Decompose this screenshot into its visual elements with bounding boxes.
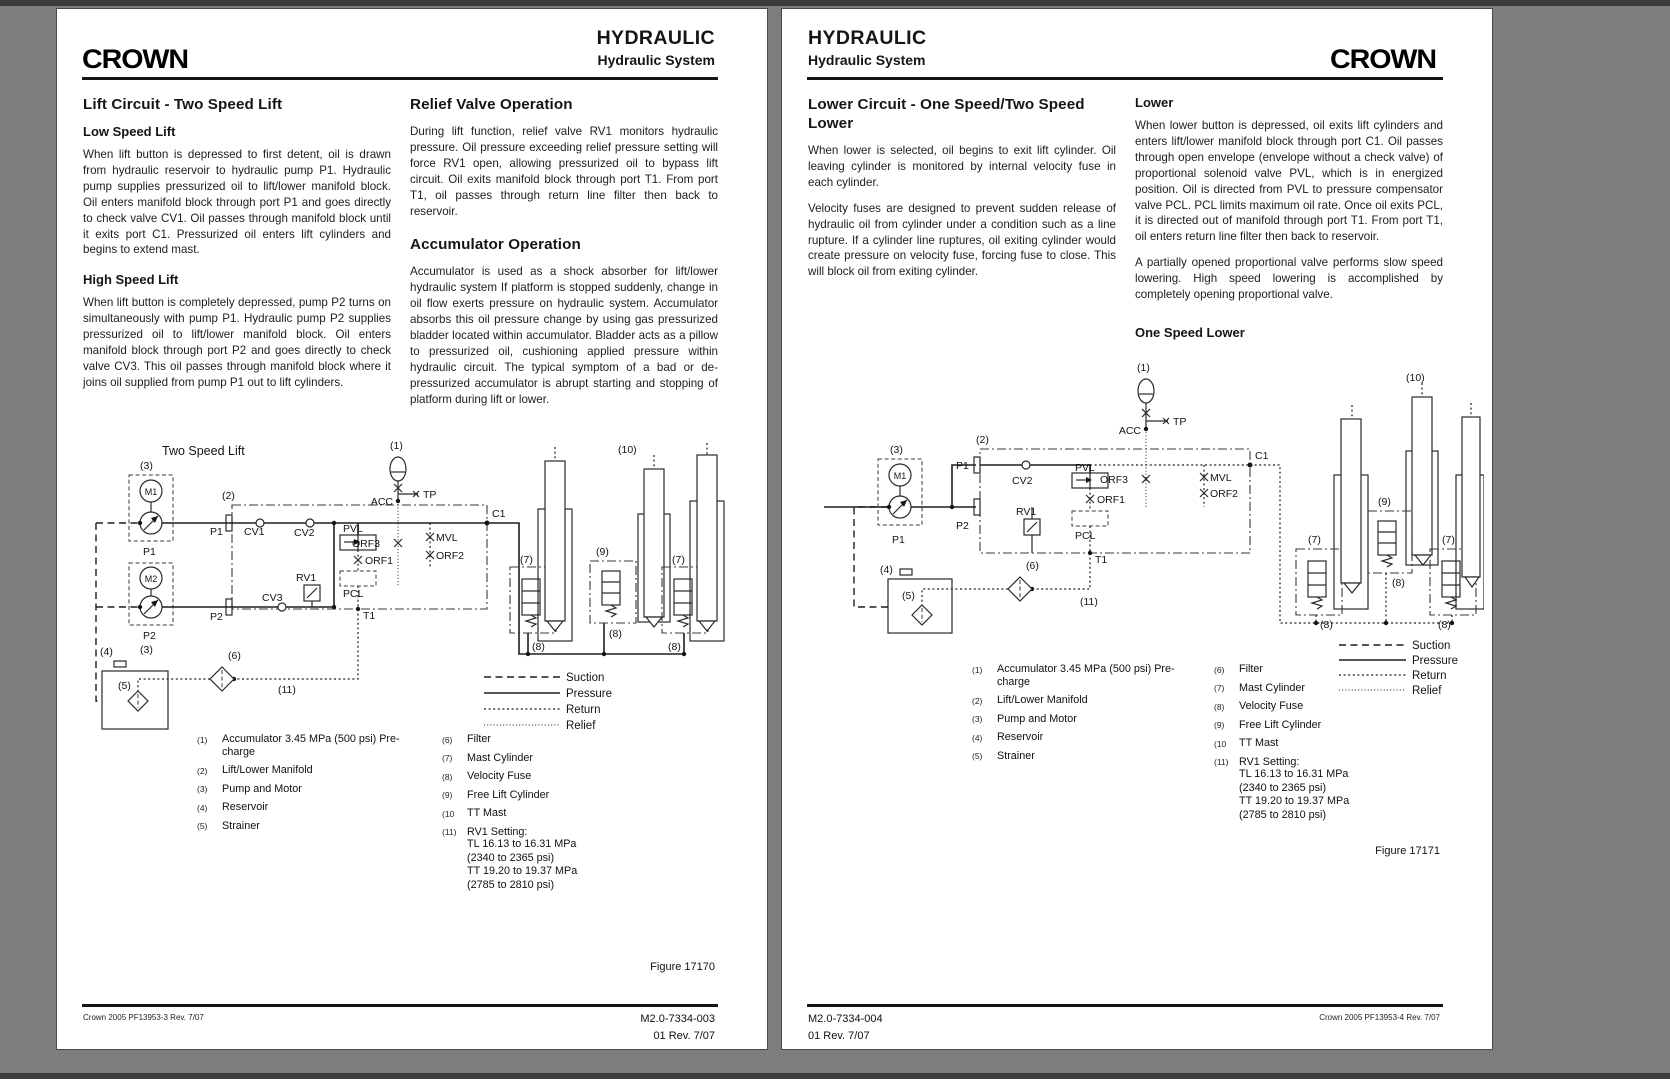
figure-caption: Figure 17171 — [1375, 845, 1440, 857]
pump-motor-symbol — [878, 459, 922, 525]
parts-list-col2 — [1214, 663, 1464, 828]
svg-text:RV1: RV1 — [1016, 506, 1037, 518]
orifice-orf3-symbol — [1142, 475, 1150, 483]
svg-text:PCL: PCL — [343, 588, 364, 600]
parts-item: (9) Free Lift Cylinder — [442, 788, 550, 801]
paragraph: When lower is selected, oil begins to exit lift cylinder. Oil leaving cylinder is monitored by internal velocity fuse in each cylinder. — [808, 144, 1116, 189]
velocity-fuse-symbol — [590, 561, 636, 623]
svg-text:MVL: MVL — [436, 532, 458, 544]
footer-print-code: Crown 2005 PF13953-4 Rev. 7/07 — [1319, 1013, 1440, 1022]
velocity-fuse-symbol — [1296, 549, 1342, 615]
footer-doc-number: M2.0-7334-004 01 Rev. 7/07 — [808, 1013, 883, 1042]
svg-text:P1: P1 — [210, 526, 223, 538]
svg-text:P1: P1 — [143, 546, 156, 558]
legend-relief: Relief — [1412, 685, 1442, 697]
parts-item: (3) Pump and Motor — [197, 782, 302, 795]
svg-text:(6): (6) — [228, 650, 241, 662]
subsection-heading: Low Speed Lift — [83, 124, 176, 139]
svg-text:ORF3: ORF3 — [352, 538, 381, 550]
legend-pressure: Pressure — [1412, 655, 1459, 667]
page-left — [56, 8, 768, 1050]
svg-text:MVL: MVL — [1210, 472, 1232, 484]
svg-text:(9): (9) — [1378, 496, 1391, 508]
svg-text:(5): (5) — [902, 590, 915, 602]
svg-text:(7): (7) — [1442, 534, 1455, 546]
right-column — [410, 95, 718, 418]
crown-logo — [82, 43, 192, 73]
svg-text:(8): (8) — [609, 628, 622, 640]
parts-item: (6) Filter — [1214, 663, 1263, 675]
parts-item: (10 TT Mast — [442, 807, 507, 819]
legend-return: Return — [1412, 670, 1447, 682]
svg-text:RV1: RV1 — [296, 572, 317, 584]
svg-text:(7): (7) — [520, 554, 533, 566]
two-speed-lift-diagram — [82, 439, 742, 739]
pump-motor-1-symbol — [129, 475, 173, 541]
svg-text:ACC: ACC — [1118, 425, 1141, 437]
footer-doc-number: M2.0-7334-003 01 Rev. 7/07 — [640, 1013, 715, 1042]
svg-text:P2: P2 — [143, 630, 156, 642]
orifice-orf2-symbol — [1200, 489, 1208, 497]
mast-cylinder — [538, 447, 572, 641]
svg-text:M2: M2 — [144, 574, 158, 584]
svg-text:(7): (7) — [1308, 534, 1321, 546]
header-title: HYDRAULIC — [596, 27, 715, 49]
svg-text:(8): (8) — [1438, 619, 1451, 631]
parts-item: (11) RV1 Setting: TL 16.13 to 16.31 MPa (2340 to 2365 psi) TT 19.20 to 19.37 MPa (2785 to 2810 psi) — [442, 825, 578, 891]
svg-text:(7): (7) — [672, 554, 685, 566]
svg-text:(6): (6) — [1026, 560, 1039, 572]
svg-text:(1): (1) — [1137, 362, 1150, 374]
header-subtitle: Hydraulic System — [597, 52, 715, 69]
svg-text:TP: TP — [423, 489, 437, 501]
line-legend — [484, 672, 612, 732]
svg-text:(2): (2) — [976, 434, 989, 446]
svg-text:M1: M1 — [144, 487, 158, 497]
valve-mvl-symbol — [426, 533, 434, 541]
svg-text:(3): (3) — [890, 444, 903, 456]
compensator-pcl-symbol — [1072, 511, 1108, 526]
parts-list-col2 — [442, 733, 692, 898]
parts-item: (5) Strainer — [197, 819, 260, 832]
page-right — [781, 8, 1493, 1050]
legend-return: Return — [566, 704, 601, 716]
filter-symbol — [210, 667, 234, 691]
svg-text:(3): (3) — [140, 460, 153, 472]
orifice-orf1-symbol — [354, 556, 362, 564]
paragraph: During lift function, relief valve RV1 monitors hydraulic pressure. Oil pressure exceeding relief pressure setting will force RV1 open, allowing pressurized oil to bypass lift circuit. Oil exits manifold block through port T1. From port T1, oil passes through return line filter then back to reservoir. — [410, 125, 718, 218]
legend-relief: Relief — [566, 720, 596, 732]
section-heading: Lift Circuit - Two Speed Lift — [83, 96, 283, 113]
parts-list-col1 — [197, 733, 432, 838]
crown-logo — [1330, 43, 1440, 73]
svg-text:C1: C1 — [1255, 450, 1269, 462]
filter-symbol — [1008, 577, 1032, 601]
crown-logo-text: CROWN — [1330, 44, 1436, 73]
paragraph: Accumulator is used as a shock absorber for lift/lower hydraulic system If platform is stopped suddenly, change in oil flow exerts pressure on hydraulic system. Accumulator absorbs this oil pressure change by using gas pressurized bladder located within accumulator. Bladder acts as a pillow to pressurized oil, cushioning applied pressure within hydraulic circuit. The typical symptom of a bad or de-pressurized accumulator is abrupt starting and stopping of platform during lift or lower. — [410, 265, 718, 406]
relief-valve-rv1-symbol — [304, 585, 320, 607]
svg-text:P2: P2 — [956, 520, 969, 532]
svg-text:(2): (2) — [222, 490, 235, 502]
parts-item: (8) Velocity Fuse — [442, 770, 532, 782]
one-speed-lower-diagram — [794, 357, 1484, 702]
pump-motor-2-symbol — [129, 563, 173, 625]
footer-print-code: Crown 2005 PF13953-3 Rev. 7/07 — [83, 1013, 204, 1022]
paragraph: When lower button is depressed, oil exits lift cylinders and enters lift/lower manifold block through port C1. Oil passes through open envelope (envelope without a check valve) of proportional solenoid valve PVL, which is in energized position. Oil is directed from PVL to pressure compensator valve PCL. PCL limits maximum oil rate. Once oil exits PCL, it is directed out of manifold through port T1. From port T1, oil enters return line filter then back to reservoir. — [1135, 119, 1443, 244]
svg-text:(11): (11) — [1080, 596, 1098, 608]
return-line — [138, 609, 358, 691]
section-heading: Lower Circuit - One Speed/Two Speed Lower — [808, 96, 1085, 132]
svg-text:ORF3: ORF3 — [1100, 474, 1129, 486]
svg-text:C1: C1 — [492, 508, 506, 520]
crown-logo-text: CROWN — [82, 44, 188, 73]
parts-item: (2) Lift/Lower Manifold — [197, 764, 313, 776]
svg-text:P1: P1 — [956, 460, 969, 472]
parts-item: (8) Velocity Fuse — [1214, 700, 1304, 712]
svg-text:(8): (8) — [668, 641, 681, 653]
svg-text:T1: T1 — [363, 610, 376, 622]
svg-text:(8): (8) — [1392, 577, 1405, 589]
header-subtitle: Hydraulic System — [808, 52, 926, 69]
svg-text:(11): (11) — [278, 684, 296, 696]
paragraph: When lift button is completely depressed, pump P2 turns on simultaneously with pump P1. Hydraulic pump P2 supplies pressurized oil to lift/lower manifold block. Oil enters manifold block through port P2 and goes directly to check valve CV3. This oil passes through manifold block where it joins oil supplied from pump P1 out to lift cylinders. — [83, 296, 391, 389]
svg-text:ACC: ACC — [370, 496, 393, 508]
header-rule — [807, 77, 1443, 80]
svg-text:ORF1: ORF1 — [1097, 494, 1126, 506]
compensator-pcl-symbol — [340, 571, 376, 586]
legend-suction: Suction — [566, 672, 605, 684]
test-port-symbol — [1146, 418, 1169, 424]
svg-text:M1: M1 — [893, 471, 907, 481]
paragraph: A partially opened proportional valve performs slow speed lowering. High speed lowering is accomplished by completely opening proportional valve. — [1135, 256, 1443, 302]
svg-text:(4): (4) — [880, 564, 893, 576]
parts-item: (1) Accumulator 3.45 MPa (500 psi) Pre-charge — [197, 733, 400, 758]
figure-caption: Figure 17170 — [650, 961, 715, 973]
svg-text:CV3: CV3 — [262, 592, 283, 604]
paragraph: Velocity fuses are designed to prevent sudden release of hydraulic oil from cylinder under a condition such as a line rupture. If a cylinder line ruptures, oil exiting cylinder would create pressure on velocity fuse, forcing fuse to close. This will block oil from exiting cylinder. — [808, 201, 1116, 279]
mast-cylinder — [1334, 405, 1368, 609]
orifice-orf1-symbol — [1086, 495, 1094, 503]
page-header — [808, 27, 926, 69]
svg-text:(5): (5) — [118, 680, 131, 692]
svg-text:(3): (3) — [140, 644, 153, 656]
page-header — [597, 27, 715, 69]
parts-item: (1) Accumulator 3.45 MPa (500 psi) Pre-charge — [972, 663, 1175, 688]
parts-item: (11) RV1 Setting: TL 16.13 to 16.31 MPa (2340 to 2365 psi) TT 19.20 to 19.37 MPa (2785 to 2810 psi) — [1214, 755, 1350, 821]
parts-item: (7) Mast Cylinder — [1214, 681, 1305, 694]
subsection-heading: One Speed Lower — [1135, 324, 1245, 340]
svg-text:(8): (8) — [532, 641, 545, 653]
free-lift-cylinder — [1406, 383, 1438, 565]
parts-item: (3) Pump and Motor — [972, 712, 1077, 725]
svg-text:CV1: CV1 — [244, 526, 265, 538]
footer-rule — [82, 1004, 718, 1007]
right-column — [1135, 95, 1443, 348]
section-heading: Relief Valve Operation — [410, 96, 573, 113]
parts-item: (2) Lift/Lower Manifold — [972, 694, 1088, 706]
header-title: HYDRAULIC — [808, 27, 927, 49]
left-column — [83, 95, 391, 401]
mast-cylinder — [690, 443, 724, 641]
paragraph: When lift button is depressed to first detent, oil is drawn from hydraulic reservoir to hydraulic pump P1. Hydraulic pump supplies pressurized oil to lift/lower manifold block. Oil enters manifold block through port P1 and goes directly to check valve CV1. Oil passes through manifold block until it exits port C1. Pressurized oil enters lift cylinders and begins to extend mast. — [83, 148, 391, 257]
parts-item: (9) Free Lift Cylinder — [1214, 718, 1322, 731]
suction-line — [854, 507, 889, 607]
svg-text:ORF2: ORF2 — [1210, 488, 1239, 500]
reservoir-symbol — [888, 569, 952, 633]
footer-rule — [807, 1004, 1443, 1007]
reservoir-symbol — [102, 661, 168, 729]
svg-text:TP: TP — [1173, 416, 1187, 428]
svg-text:(1): (1) — [390, 440, 403, 452]
subsection-heading: Lower — [1135, 95, 1174, 110]
svg-text:(10): (10) — [1406, 372, 1425, 384]
svg-text:ORF1: ORF1 — [365, 555, 394, 567]
parts-item: (10 TT Mast — [1214, 737, 1279, 749]
svg-text:P2: P2 — [210, 611, 223, 623]
parts-list-col1 — [972, 663, 1207, 768]
svg-text:(8): (8) — [1320, 619, 1333, 631]
svg-text:PCL: PCL — [1075, 530, 1096, 542]
diagram-title: Two Speed Lift — [162, 444, 245, 458]
svg-text:T1: T1 — [1095, 554, 1108, 566]
section-heading: Accumulator Operation — [410, 236, 581, 254]
parts-item: (6) Filter — [442, 733, 491, 745]
legend-suction: Suction — [1412, 640, 1451, 652]
svg-text:CV2: CV2 — [1012, 475, 1033, 487]
svg-text:PVL: PVL — [1075, 462, 1095, 474]
parts-item: (4) Reservoir — [972, 731, 1044, 743]
svg-text:CV2: CV2 — [294, 527, 315, 539]
viewer-bottom-bar — [0, 1073, 1670, 1079]
parts-item: (5) Strainer — [972, 749, 1035, 762]
svg-text:ORF2: ORF2 — [436, 550, 465, 562]
svg-text:(4): (4) — [100, 646, 113, 658]
svg-text:(9): (9) — [596, 546, 609, 558]
svg-text:(10): (10) — [618, 444, 637, 456]
svg-text:P1: P1 — [892, 534, 905, 546]
left-column — [808, 95, 1116, 290]
viewer-top-bar — [0, 0, 1670, 6]
free-lift-cylinder — [638, 455, 670, 627]
legend-pressure: Pressure — [566, 688, 613, 700]
parts-item: (4) Reservoir — [197, 801, 269, 813]
header-rule — [82, 77, 718, 80]
svg-text:PVL: PVL — [343, 523, 363, 535]
subsection-heading: High Speed Lift — [83, 272, 179, 288]
parts-item: (7) Mast Cylinder — [442, 751, 533, 764]
